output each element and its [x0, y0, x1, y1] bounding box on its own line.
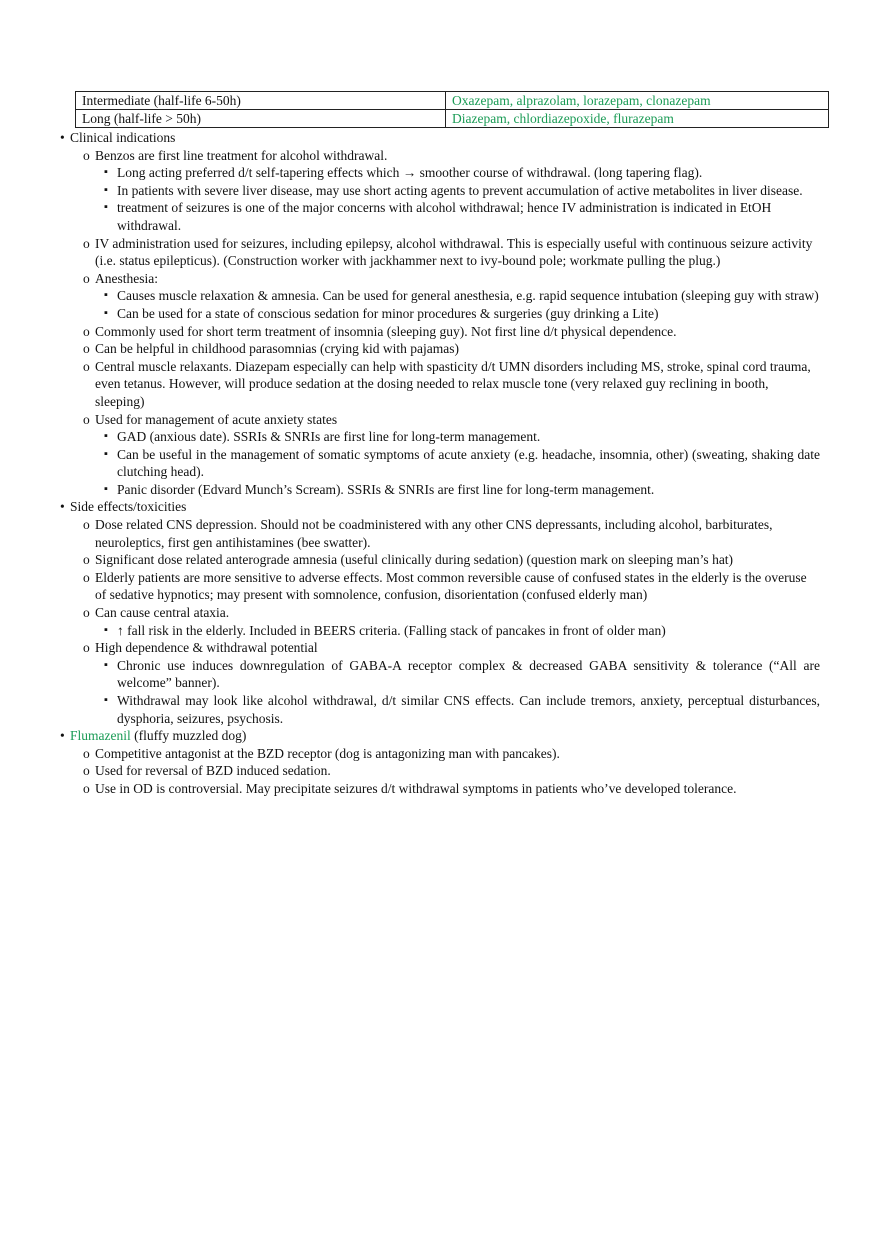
bullet-marker: • — [60, 130, 65, 145]
bullet-marker: o — [83, 552, 90, 568]
list-item: o Use in OD is controversial. May precipitate seizures d/t withdrawal symptoms in patients who’ve developed tolerance. — [83, 780, 737, 796]
bullet-marker: o — [83, 341, 90, 357]
list-item: ▪ Causes muscle relaxation & amnesia. Can be used for general anesthesia, e.g. rapid sequence intubation (sleeping guy with straw) — [104, 288, 819, 304]
list-item: ▪ In patients with severe liver disease, may use short acting agents to prevent accumulation of active metabolites in liver disease. — [104, 182, 803, 198]
list-item: o High dependence & withdrawal potential — [83, 640, 318, 656]
bullet-marker: ▪ — [104, 623, 108, 636]
list-item: ▪ Can be useful in the management of somatic symptoms of acute anxiety (e.g. headache, insomnia, other) (sweating, shaking date clutching head). — [104, 446, 820, 480]
bullet-marker: ▪ — [104, 482, 108, 495]
list-item: o Competitive antagonist at the BZD receptor (dog is antagonizing man with pancakes). — [83, 745, 560, 761]
bullet-marker: • — [60, 499, 65, 515]
bullet-marker: o — [83, 517, 90, 533]
bullet-marker: ▪ — [104, 289, 108, 302]
bullet-marker: o — [83, 411, 90, 427]
list-item: ▪ Long acting preferred d/t self-tapering effects which → smoother course of withdrawal. (long tapering flag). — [104, 165, 703, 181]
list-item: o Can be helpful in childhood parasomnias (crying kid with pajamas) — [83, 341, 460, 357]
bullet-marker: o — [83, 235, 90, 251]
notes-outline — [60, 129, 820, 798]
list-item: o Can cause central ataxia. — [83, 605, 230, 621]
table-cell-duration: Intermediate (half-life 6-50h) — [76, 92, 446, 110]
list-item: ▪ Withdrawal may look like alcohol withdrawal, d/t similar CNS effects. Can include tremors, anxiety, perceptual disturbances, dysphoria, seizures, psychosis. — [104, 693, 820, 726]
bullet-marker: ▪ — [104, 447, 108, 460]
bullet-marker: ▪ — [104, 201, 108, 214]
half-life-table — [75, 91, 829, 128]
list-item: o IV administration used for seizures, including epilepsy, alcohol withdrawal. This is especially useful with continuous seizure activity (i.e. status epilepticus). (Construction worker with jackhammer next to ivy-bound pole; workmate pulling the plug.) — [83, 235, 813, 269]
list-item: o Central muscle relaxants. Diazepam especially can help with spasticity d/t UMN disorders including MS, stroke, spinal cord trauma, even tetanus. However, will produce sedation at the dosing needed to relax muscle tone (very relaxed guy reclining in booth, sleeping) — [83, 358, 811, 409]
drug-name: Flumazenil — [70, 728, 131, 744]
list-item: ▪ GAD (anxious date). SSRIs & SNRIs are first line for long-term management. — [104, 429, 541, 445]
section-heading-flumazenil: • Flumazenil (fluffy muzzled dog) — [60, 728, 247, 744]
section-heading-clinical-indications: • Clinical indications — [60, 130, 176, 145]
list-item: ▪ Panic disorder (Edvard Munch’s Scream). SSRIs & SNRIs are first line for long-term management. — [104, 481, 655, 497]
table-cell-drugs: Oxazepam, alprazolam, lorazepam, clonazepam — [446, 92, 829, 110]
bullet-marker: o — [83, 323, 90, 339]
bullet-marker: ▪ — [104, 166, 108, 179]
list-item: o Significant dose related anterograde amnesia (useful clinically during sedation) (question mark on sleeping man’s hat) — [83, 552, 734, 568]
bullet-marker: ▪ — [104, 306, 108, 319]
list-item: o Used for management of acute anxiety states — [83, 411, 338, 427]
bullet-marker: o — [83, 605, 90, 621]
list-item: ▪ treatment of seizures is one of the major concerns with alcohol withdrawal; hence IV administration is indicated in EtOH withdrawal. — [104, 200, 772, 233]
list-item: o Benzos are first line treatment for alcohol withdrawal. — [83, 147, 388, 163]
bullet-marker: ▪ — [104, 694, 108, 706]
bullet-marker: ▪ — [104, 183, 108, 196]
section-heading-side-effects: • Side effects/toxicities — [60, 499, 187, 515]
list-item: o Dose related CNS depression. Should not be coadministered with any other CNS depressants, including alcohol, barbiturates, neuroleptics, first gen antihistamines (bee swatter). — [83, 517, 773, 550]
table-cell-drugs: Diazepam, chlordiazepoxide, flurazepam — [446, 110, 829, 128]
table-cell-duration: Long (half-life > 50h) — [76, 110, 446, 128]
bullet-marker: o — [83, 569, 90, 585]
bullet-marker: o — [83, 763, 90, 779]
bullet-marker: o — [83, 745, 90, 761]
bullet-marker: ▪ — [104, 430, 108, 443]
list-item: o Elderly patients are more sensitive to adverse effects. Most common reversible cause of confused states in the elderly is the overuse of sedative hypnotics; may present with somnolence, confusion, disorientation (confused elderly man) — [83, 569, 807, 603]
table-row — [76, 110, 829, 128]
list-item: ▪ Chronic use induces downregulation of GABA-A receptor complex & decreased GABA sensitivity & tolerance (“All are welcome” banner). — [104, 657, 820, 691]
bullet-marker: o — [83, 270, 90, 286]
table-row — [76, 92, 829, 110]
bullet-marker: o — [83, 780, 90, 796]
list-item: ▪ Can be used for a state of conscious sedation for minor procedures & surgeries (guy drinking a Lite) — [104, 305, 659, 321]
list-item: o Commonly used for short term treatment of insomnia (sleeping guy). Not first line d/t physical dependence. — [83, 323, 677, 339]
list-item: ▪ ↑ fall risk in the elderly. Included in BEERS criteria. (Falling stack of pancakes in front of older man) — [104, 622, 666, 638]
list-item: o Used for reversal of BZD induced sedation. — [83, 763, 331, 779]
bullet-marker: • — [60, 728, 65, 744]
bullet-marker: o — [83, 147, 90, 163]
bullet-marker: ▪ — [104, 658, 108, 671]
bullet-marker: o — [83, 640, 90, 656]
bullet-marker: o — [83, 358, 90, 374]
list-item: o Anesthesia: — [83, 270, 158, 286]
